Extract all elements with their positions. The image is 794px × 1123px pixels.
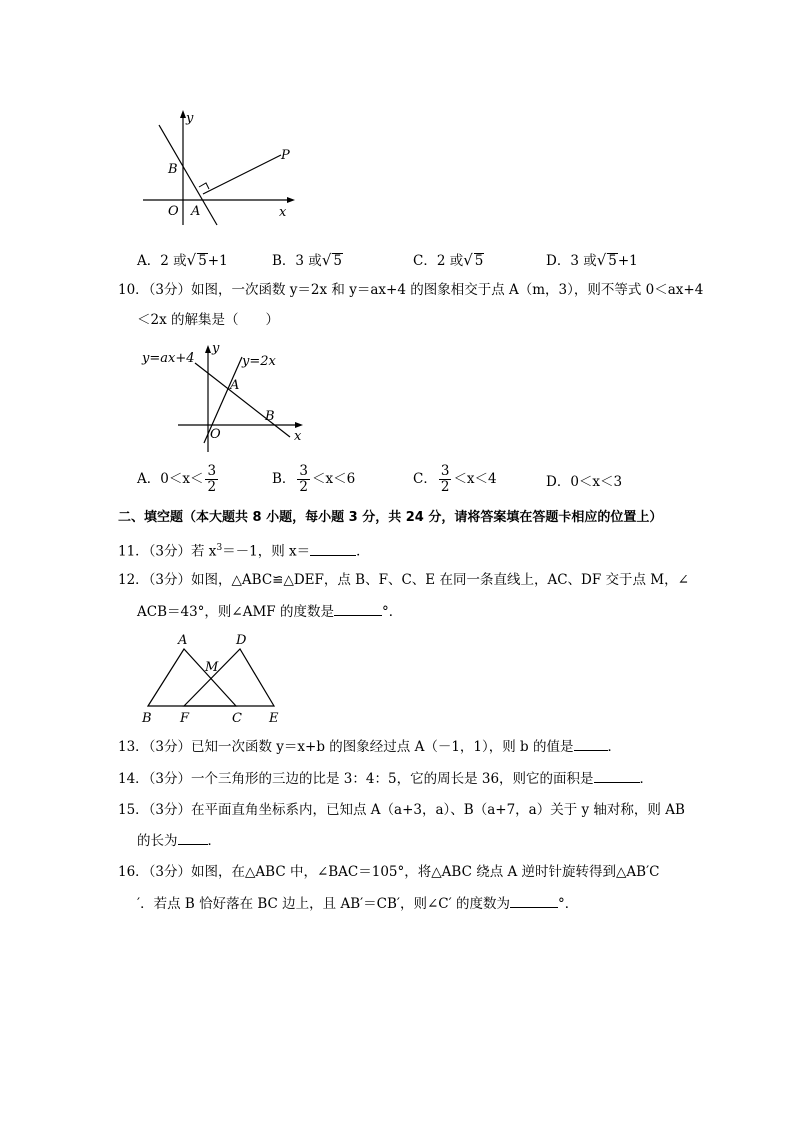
q10-option-d: D．0＜x＜3 (546, 474, 623, 490)
q14: 14．（3分）一个三角形的三边的比是 3：4：5，它的周长是 36，则它的面积是 ． (118, 768, 653, 789)
label-m: M (205, 660, 219, 675)
q12-line2: ACB＝43°，则∠AMF 的度数是 °． (137, 601, 402, 622)
q10-option-b: B． $\frac{3}{2}$ ＜x＜6 (272, 463, 356, 495)
q10-line2: ＜2x 的解集是（ ） (137, 312, 279, 328)
q11: 11．（3分）若 $x^3=-1$，则 x＝ ． (118, 538, 370, 562)
section-2-heading: 二、填空题（本大题共 8 小题，每小题 3 分，共 24 分，请将答案填在答题卡相应的位置上） (118, 510, 663, 525)
q10-option-a: A．0＜x＜ $\frac{3}{2}$ (137, 463, 217, 495)
q9-figure (135, 105, 305, 225)
q9-option-d: D．3 或√ 5+1 (546, 251, 638, 269)
q16-line2: ′．若点 B 恰好落在 BC 边上，且 AB′＝CB′，则∠C′ 的度数为 °． (137, 893, 578, 914)
q10-graph (138, 340, 313, 455)
q9-graph (135, 105, 305, 225)
ray-ap (203, 155, 281, 194)
label-line-2x: y=2x (242, 354, 276, 369)
label-c: C (232, 711, 242, 726)
label-y: y (186, 111, 194, 126)
x-axis-arrow (287, 197, 295, 203)
label-b: B (168, 162, 178, 177)
q9-option-c: C．2 或√ 5 (413, 251, 484, 269)
label-origin: O (210, 427, 221, 442)
q16-line1: 16．（3分）如图，在△ABC 中，∠BAC＝105°，将△ABC 绕点 A 逆时针旋转得到△AB′C (118, 864, 660, 880)
q10-option-c: C． $\frac{3}{2}$ ＜x＜4 (413, 463, 497, 495)
q15-line1: 15．（3分）在平面直角坐标系内，已知点 A（a+3，a）、B（a+7，a）关于 y 轴对称，则 AB (118, 802, 685, 818)
q12-triangles (138, 630, 288, 725)
q12-line1: 12．（3分）如图，△ABC≌△DEF，点 B、F、C、E 在同一条直线上，AC、DF 交于点 M，∠ (118, 572, 689, 588)
label-b: B (265, 409, 275, 424)
answer-blank[interactable] (310, 541, 356, 556)
answer-blank[interactable] (594, 768, 640, 783)
label-origin: O (168, 204, 179, 219)
line-y-ax-plus-4 (195, 363, 290, 437)
label-b: B (142, 711, 152, 726)
fraction: $\frac{3}{2}$ (299, 463, 309, 495)
q10-line1: 10．（3分）如图，一次函数 y＝2x 和 y＝ax+4 的图象相交于点 A（m，3），则不等式 0＜ax+4 (118, 282, 704, 298)
label-x: x (294, 429, 302, 444)
q15-line2: 的长为 ． (137, 830, 221, 851)
label-f: F (180, 711, 190, 726)
label-a: A (191, 204, 201, 219)
label-a: A (178, 633, 188, 648)
right-angle-mark (199, 183, 209, 189)
label-a: A (230, 378, 240, 393)
answer-blank[interactable] (574, 736, 608, 751)
q12-figure (138, 630, 288, 725)
q9-option-b: B．3 或√ 5 (272, 251, 342, 269)
fraction: $\frac{3}{2}$ (440, 463, 450, 495)
x-axis-arrow (295, 422, 303, 428)
answer-blank[interactable] (334, 601, 382, 616)
q10-figure (138, 340, 313, 455)
answer-blank[interactable] (510, 893, 558, 908)
label-e: E (269, 711, 279, 726)
fraction: $\frac{3}{2}$ (207, 463, 217, 495)
q9-option-a: A．2 或√ 5+1 (137, 251, 228, 269)
answer-blank[interactable] (178, 830, 208, 845)
label-d: D (236, 633, 247, 648)
label-y: y (212, 341, 220, 356)
q13: 13．（3分）已知一次函数 y＝x+b 的图象经过点 A（－1，1），则 b 的值是 ． (118, 736, 621, 757)
label-line-ax4: y=ax+4 (142, 351, 195, 366)
y-axis-arrow (205, 345, 211, 353)
label-p: P (281, 148, 290, 163)
label-x: x (279, 205, 287, 220)
